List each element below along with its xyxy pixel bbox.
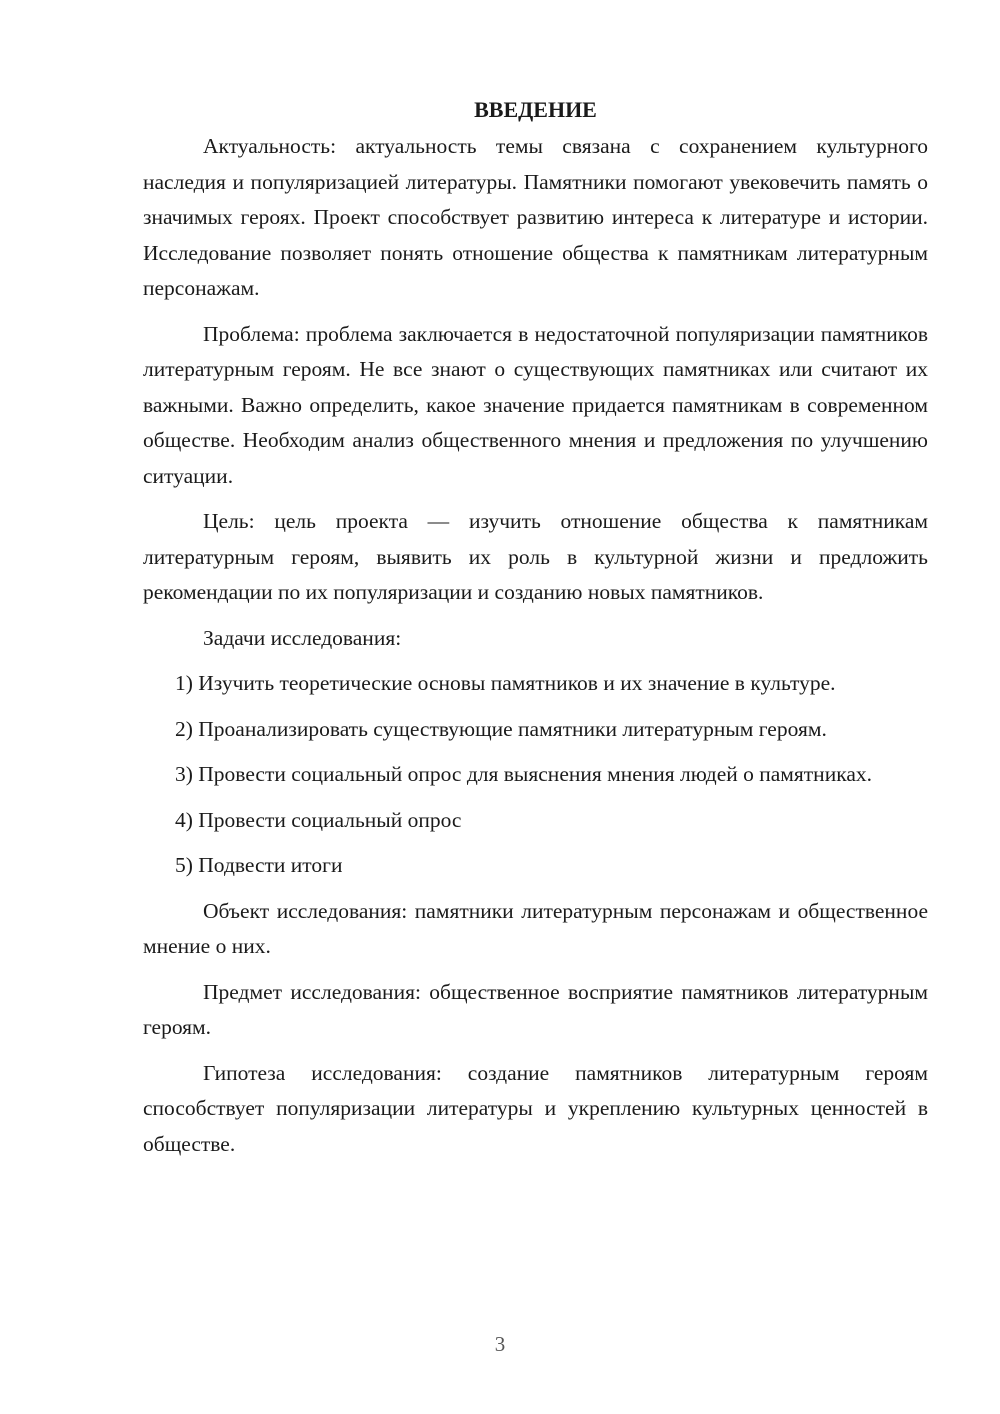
hypothesis-paragraph: Гипотеза исследования: создание памятников литературным героям способствует популяризации литературы и укреплению культурных ценностей в обществе. — [143, 1060, 928, 1156]
goal-paragraph: Цель: цель проекта — изучить отношение общества к памятникам литературным героям, выявить их роль в культурной жизни и предложить рекомендации по их популяризации и созданию новых памятников. — [143, 509, 928, 604]
task-item-3: 3) Провести социальный опрос для выяснения мнения людей о памятниках. — [175, 762, 872, 786]
task-item-2: 2) Проанализировать существующие памятники литературным героям. — [175, 716, 827, 741]
object-paragraph: Объект исследования: памятники литературным персонажам и общественное мнение о них. — [143, 898, 928, 958]
subject-paragraph: Предмет исследования: общественное восприятие памятников литературным героям. — [143, 979, 928, 1039]
page-number: 3 — [494, 1332, 506, 1356]
task-item-4: 4) Провести социальный опрос — [175, 807, 462, 832]
section-title: ВВЕДЕНИЕ — [474, 97, 597, 122]
relevance-paragraph: Актуальность: актуальность темы связана с сохранением культурного наследия и популяризацией литературы. Памятники помогают увековечить память о значимых героях. Проект способствует развитию интереса к литературе и истории. Исследование позволяет понять отношение общества к памятникам литературным персонажам. — [143, 134, 928, 300]
task-item-5: 5) Подвести итоги — [175, 853, 343, 877]
tasks-heading: Задачи исследования: — [203, 625, 402, 650]
problem-paragraph: Проблема: проблема заключается в недостаточной популяризации памятников литературным героям. Не все знают о существующих памятниках или считают их важными. Важно определить, какое значение придается памятникам в современном обществе. Необходим анализ общественного мнения и предложения по улучшению ситуации. — [143, 321, 928, 488]
document-page — [143, 92, 928, 1172]
task-item-1: 1) Изучить теоретические основы памятников и их значение в культуре. — [175, 671, 836, 695]
